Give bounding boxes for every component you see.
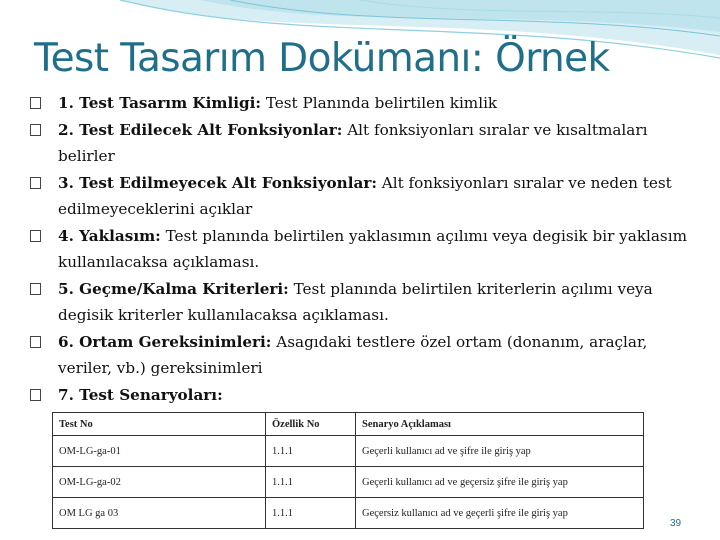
bullet-text: Test planında belirtilen kriterlerin açılımı veya degisik kriterler kullanılacaksa açıklaması. bbox=[58, 279, 653, 324]
bullet-text: Asagıdaki testlere özel ortam (donanım, araçlar, veriler, vb.) gereksinimleri bbox=[58, 332, 648, 377]
table-row bbox=[53, 498, 644, 529]
table-cell: Geçersiz kullanıcı ad ve geçerli şifre ile giriş yap bbox=[356, 498, 644, 529]
bullet-item bbox=[28, 90, 688, 117]
bullet-box-icon bbox=[30, 124, 41, 136]
bullet-text: Test planında belirtilen yaklasımın açılımı veya degisik bir yaklasım kullanılacaksa açıklaması. bbox=[58, 226, 687, 271]
table-row bbox=[53, 436, 644, 467]
bullet-box-icon bbox=[30, 336, 41, 348]
bullet-box-icon bbox=[30, 283, 41, 295]
scenario-table-image bbox=[50, 410, 646, 536]
page-number: 39 bbox=[670, 518, 682, 529]
bullet-item bbox=[28, 382, 688, 409]
bullet-box-icon bbox=[30, 97, 41, 109]
table-cell: Geçerli kullanıcı ad ve şifre ile giriş yap bbox=[356, 436, 644, 467]
table-header-row bbox=[53, 413, 644, 436]
column-header: Özellik No bbox=[266, 413, 356, 436]
bullet-box-icon bbox=[30, 389, 41, 401]
bullet-lead: 2. Test Edilecek Alt Fonksiyonlar: bbox=[58, 120, 343, 139]
column-header: Test No bbox=[53, 413, 266, 436]
slide-title: Test Tasarım Dokümanı: Örnek bbox=[34, 36, 610, 81]
bullet-text: Test Planında belirtilen kimlik bbox=[261, 94, 498, 112]
bullet-text: Alt fonksiyonları sıralar ve neden test edilmeyeceklerini açıklar bbox=[58, 173, 672, 218]
table-cell: OM-LG-ga-02 bbox=[53, 467, 266, 498]
bullet-item bbox=[28, 170, 688, 223]
table-cell: Geçerli kullanıcı ad ve geçersiz şifre ile giriş yap bbox=[356, 467, 644, 498]
bullet-lead: 3. Test Edilmeyecek Alt Fonksiyonlar: bbox=[58, 173, 377, 192]
bullet-lead: 4. Yaklasım: bbox=[58, 226, 161, 245]
table-cell: OM LG ga 03 bbox=[53, 498, 266, 529]
bullet-box-icon bbox=[30, 230, 41, 242]
bullet-lead: 5. Geçme/Kalma Kriterleri: bbox=[58, 279, 289, 298]
table-cell: OM-LG-ga-01 bbox=[53, 436, 266, 467]
column-header: Senaryo Açıklaması bbox=[356, 413, 644, 436]
scenario-table bbox=[52, 412, 644, 529]
bullet-lead: 1. Test Tasarım Kimligi: bbox=[58, 94, 261, 112]
bullet-item bbox=[28, 276, 688, 329]
bullet-item bbox=[28, 329, 688, 382]
bullet-list bbox=[28, 90, 688, 408]
bullet-text: Alt fonksiyonları sıralar ve kısaltmaları belirler bbox=[58, 120, 648, 165]
table-row bbox=[53, 467, 644, 498]
table-cell: 1.1.1 bbox=[266, 467, 356, 498]
table-cell: 1.1.1 bbox=[266, 498, 356, 529]
bullet-lead: 7. Test Senaryoları: bbox=[58, 385, 223, 404]
bullet-lead: 6. Ortam Gereksinimleri: bbox=[58, 332, 272, 351]
bullet-item bbox=[28, 223, 688, 276]
bullet-box-icon bbox=[30, 177, 41, 189]
table-cell: 1.1.1 bbox=[266, 436, 356, 467]
bullet-item bbox=[28, 117, 688, 170]
